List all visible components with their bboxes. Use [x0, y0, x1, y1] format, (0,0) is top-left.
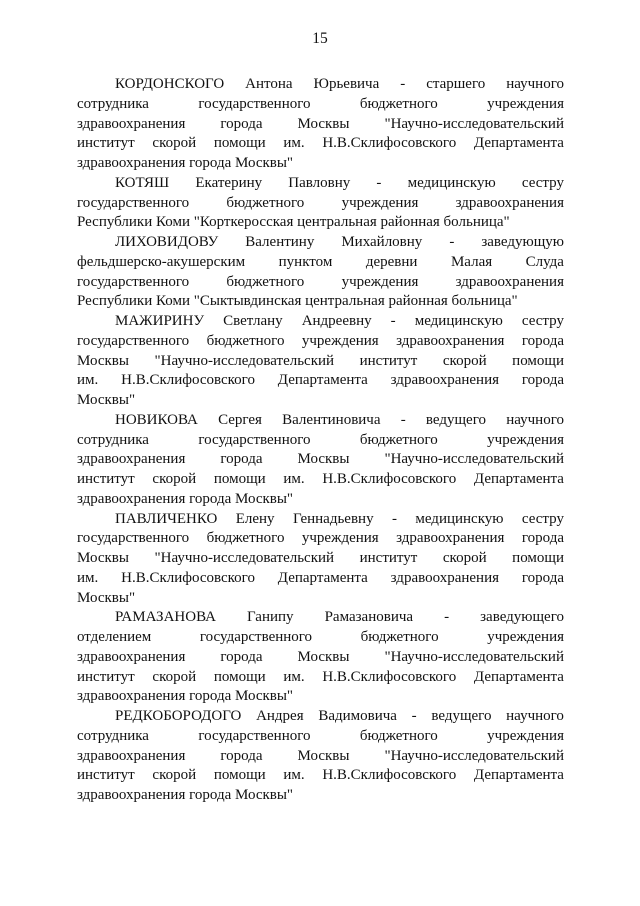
award-paragraph — [77, 411, 564, 510]
text-word: Слуда — [525, 253, 564, 270]
award-paragraph — [77, 75, 564, 174]
text-word: здравоохранения города Москвы" — [77, 688, 294, 705]
text-word: здравоохранения — [455, 273, 564, 290]
text-word: города — [220, 115, 263, 132]
text-line — [77, 431, 564, 451]
text-line — [77, 292, 564, 312]
text-word: Департамента — [473, 135, 564, 152]
text-word: бюджетного — [359, 727, 438, 744]
text-word: Н.В.Склифосовского — [322, 471, 457, 487]
text-word: города — [521, 372, 564, 389]
text-word: - — [390, 313, 396, 329]
text-word: Павловну — [288, 174, 351, 191]
text-word: им. — [283, 135, 305, 152]
text-word: Москвы — [297, 747, 350, 764]
text-word: Ганипу — [247, 609, 294, 626]
text-word: "Научно-исследовательский — [384, 451, 564, 468]
text-word: здравоохранения — [77, 115, 186, 132]
text-word: институт — [77, 668, 135, 685]
text-word: учреждения — [341, 273, 419, 290]
text-word: ЛИХОВИДОВУ — [115, 234, 219, 250]
text-word: города — [521, 530, 564, 547]
text-line — [77, 273, 564, 293]
text-word: Департамента — [473, 668, 564, 685]
text-word: НОВИКОВА — [115, 411, 198, 428]
text-word: сотрудника — [77, 95, 149, 112]
text-line — [77, 332, 564, 352]
text-word: Москвы — [297, 451, 350, 468]
text-word: государственного — [77, 194, 190, 211]
text-line — [77, 529, 564, 549]
text-word: Андреевну — [301, 313, 372, 329]
document-body — [77, 75, 564, 806]
text-line — [77, 687, 564, 707]
text-word: - — [444, 609, 450, 626]
text-word: сотрудника — [77, 431, 149, 448]
text-line — [77, 371, 564, 391]
text-line — [77, 450, 564, 470]
text-word: государственного — [198, 431, 311, 448]
text-word: бюджетного — [206, 332, 285, 349]
text-word: РАМАЗАНОВА — [115, 609, 216, 626]
text-line — [77, 766, 564, 786]
text-line — [77, 233, 564, 253]
text-word: Н.В.Склифосовского — [322, 668, 457, 685]
text-word: учреждения — [301, 332, 379, 349]
text-word: учреждения — [341, 194, 419, 211]
text-word: бюджетного — [226, 194, 305, 211]
text-word: Н.В.Склифосовского — [121, 372, 255, 389]
text-line — [77, 391, 564, 411]
text-word: им. — [77, 372, 99, 389]
text-word: - — [391, 510, 397, 527]
text-word: города — [521, 332, 564, 349]
text-line — [77, 470, 564, 490]
text-word: "Научно-исследовательский — [384, 747, 564, 764]
text-word: им. — [283, 767, 305, 784]
text-word: государственного — [199, 629, 313, 645]
text-word: РЕДКОБОРОДОГО — [115, 708, 242, 724]
text-word: медицинскую — [407, 174, 496, 191]
text-word: ведущего — [425, 411, 486, 428]
text-word: "Научно-исследовательский — [154, 352, 335, 369]
text-word: скорой — [442, 352, 487, 369]
text-word: Валентиновича — [282, 411, 381, 428]
text-word: - — [400, 411, 406, 428]
text-word: деревни — [365, 253, 418, 270]
text-word: государственного — [198, 95, 311, 112]
text-word: старшего — [426, 76, 486, 92]
text-word: Департамента — [473, 471, 564, 487]
text-line — [77, 668, 564, 688]
text-word: КОРДОНСКОГО — [115, 76, 225, 92]
text-word: им. — [77, 569, 99, 586]
page-number: 15 — [312, 30, 328, 47]
text-word: скорой — [152, 135, 197, 152]
text-line — [77, 253, 564, 273]
text-line — [77, 194, 564, 214]
text-line — [77, 786, 564, 806]
text-word: Малая — [450, 253, 493, 270]
text-word: помощи — [213, 135, 266, 152]
text-word: "Научно-исследовательский — [384, 648, 564, 665]
text-word: институт — [77, 135, 135, 152]
text-word: институт — [77, 471, 135, 487]
text-line — [77, 411, 564, 431]
text-word: отделением — [77, 629, 152, 645]
text-word: сестру — [521, 510, 564, 527]
text-word: помощи — [213, 471, 266, 487]
text-word: бюджетного — [359, 95, 438, 112]
award-paragraph — [77, 707, 564, 806]
award-paragraph — [77, 312, 564, 411]
text-line — [77, 490, 564, 510]
text-word: Рамазановича — [324, 609, 414, 626]
text-word: здравоохранения — [396, 530, 505, 547]
text-word: Москвы — [297, 115, 350, 132]
text-word: Юрьевича — [313, 76, 380, 92]
text-word: Москвы — [77, 352, 129, 369]
text-word: скорой — [442, 550, 487, 566]
text-word: им. — [283, 471, 305, 487]
text-word: - — [411, 708, 417, 724]
text-line — [77, 75, 564, 95]
text-word: государственного — [77, 273, 190, 290]
text-word: Екатерину — [195, 174, 263, 191]
text-line — [77, 589, 564, 609]
text-word: здравоохранения — [390, 569, 500, 586]
text-word: учреждения — [487, 727, 564, 744]
text-line — [77, 213, 564, 233]
text-line — [77, 747, 564, 767]
text-word: КОТЯШ — [115, 174, 170, 191]
text-word: бюджетного — [360, 629, 439, 645]
text-line — [77, 727, 564, 747]
text-word: Н.В.Склифосовского — [322, 135, 457, 152]
text-word: города — [220, 747, 263, 764]
text-word: бюджетного — [226, 273, 305, 290]
text-word: ПАВЛИЧЕНКО — [115, 510, 218, 527]
text-word: здравоохранения города Москвы" — [77, 490, 294, 507]
text-line — [77, 134, 564, 154]
text-word: Департамента — [473, 767, 564, 784]
text-word: им. — [283, 668, 305, 685]
text-word: Андрея — [256, 708, 304, 724]
text-word: Москвы" — [77, 589, 136, 606]
text-word: заведующего — [480, 609, 564, 626]
text-word: сестру — [521, 313, 564, 329]
text-line — [77, 115, 564, 135]
text-word: институт — [359, 352, 418, 369]
text-word: Сергея — [218, 411, 262, 428]
text-word: Елену — [235, 510, 275, 527]
award-paragraph — [77, 608, 564, 707]
text-word: "Научно-исследовательский — [154, 550, 335, 566]
award-paragraph — [77, 174, 564, 233]
text-word: научного — [506, 708, 564, 724]
text-word: скорой — [152, 471, 197, 487]
text-line — [77, 608, 564, 628]
text-word: учреждения — [301, 530, 379, 547]
text-word: государственного — [198, 727, 311, 744]
text-word: пунктом — [278, 253, 333, 270]
text-line — [77, 569, 564, 589]
text-line — [77, 648, 564, 668]
text-word: Валентину — [245, 234, 315, 250]
text-word: - — [449, 234, 455, 250]
text-word: Республики Коми "Сыктывдинская центральная районная больница" — [77, 293, 518, 310]
text-word: помощи — [213, 767, 266, 784]
text-line — [77, 510, 564, 530]
text-line — [77, 154, 564, 174]
text-word: помощи — [213, 668, 266, 685]
text-word: здравоохранения города Москвы" — [77, 787, 294, 803]
text-word: здравоохранения — [77, 648, 186, 665]
text-word: научного — [506, 411, 564, 428]
text-word: - — [400, 76, 406, 92]
text-word: фельдшерско-акушерским — [77, 253, 246, 270]
text-word: помощи — [512, 550, 564, 566]
text-word: Геннадьевну — [292, 510, 374, 527]
text-word: Н.В.Склифосовского — [322, 767, 457, 784]
text-word: здравоохранения — [77, 747, 186, 764]
text-word: бюджетного — [359, 431, 438, 448]
text-line — [77, 95, 564, 115]
text-word: Антона — [245, 76, 293, 92]
text-word: сестру — [521, 174, 564, 191]
text-word: Республики Коми "Корткеросская центральная районная больница" — [77, 214, 510, 231]
text-word: Департамента — [277, 569, 368, 586]
text-word: скорой — [152, 767, 197, 784]
text-word: медицинскую — [414, 313, 503, 329]
text-word: города — [521, 569, 564, 586]
text-word: медицинскую — [415, 510, 504, 527]
text-word: Москвы — [77, 550, 129, 566]
text-line — [77, 707, 564, 727]
text-word: ведущего — [431, 708, 492, 724]
text-word: бюджетного — [206, 530, 285, 547]
text-word: Москвы — [297, 648, 350, 665]
text-word: здравоохранения — [77, 451, 186, 468]
text-line — [77, 549, 564, 569]
text-word: государственного — [77, 530, 190, 547]
text-word: Н.В.Склифосовского — [121, 569, 255, 586]
text-word: Москвы" — [77, 392, 136, 408]
text-word: институт — [77, 767, 135, 784]
text-line — [77, 628, 564, 648]
text-word: заведующую — [481, 234, 564, 250]
text-word: города — [220, 648, 263, 665]
text-word: институт — [359, 550, 418, 566]
text-word: города — [220, 451, 263, 468]
award-paragraph — [77, 233, 564, 312]
text-word: Департамента — [277, 372, 368, 389]
award-paragraph — [77, 510, 564, 609]
text-word: здравоохранения — [396, 332, 505, 349]
text-word: Светлану — [223, 313, 283, 329]
text-word: учреждения — [487, 95, 564, 112]
text-line — [77, 312, 564, 332]
text-word: Вадимовича — [318, 708, 397, 724]
text-word: Михайловну — [341, 234, 423, 250]
text-word: "Научно-исследовательский — [384, 115, 564, 132]
text-word: здравоохранения города Москвы" — [77, 155, 294, 171]
text-word: государственного — [77, 332, 190, 349]
text-word: учреждения — [487, 431, 564, 448]
text-word: - — [376, 174, 382, 191]
text-line — [77, 174, 564, 194]
text-word: скорой — [152, 668, 197, 685]
text-line — [77, 352, 564, 372]
text-word: научного — [506, 76, 564, 92]
text-word: МАЖИРИНУ — [115, 313, 205, 329]
text-word: сотрудника — [77, 727, 149, 744]
text-word: помощи — [512, 352, 564, 369]
text-word: учреждения — [487, 629, 564, 645]
text-word: здравоохранения — [455, 194, 564, 211]
text-word: здравоохранения — [390, 372, 500, 389]
